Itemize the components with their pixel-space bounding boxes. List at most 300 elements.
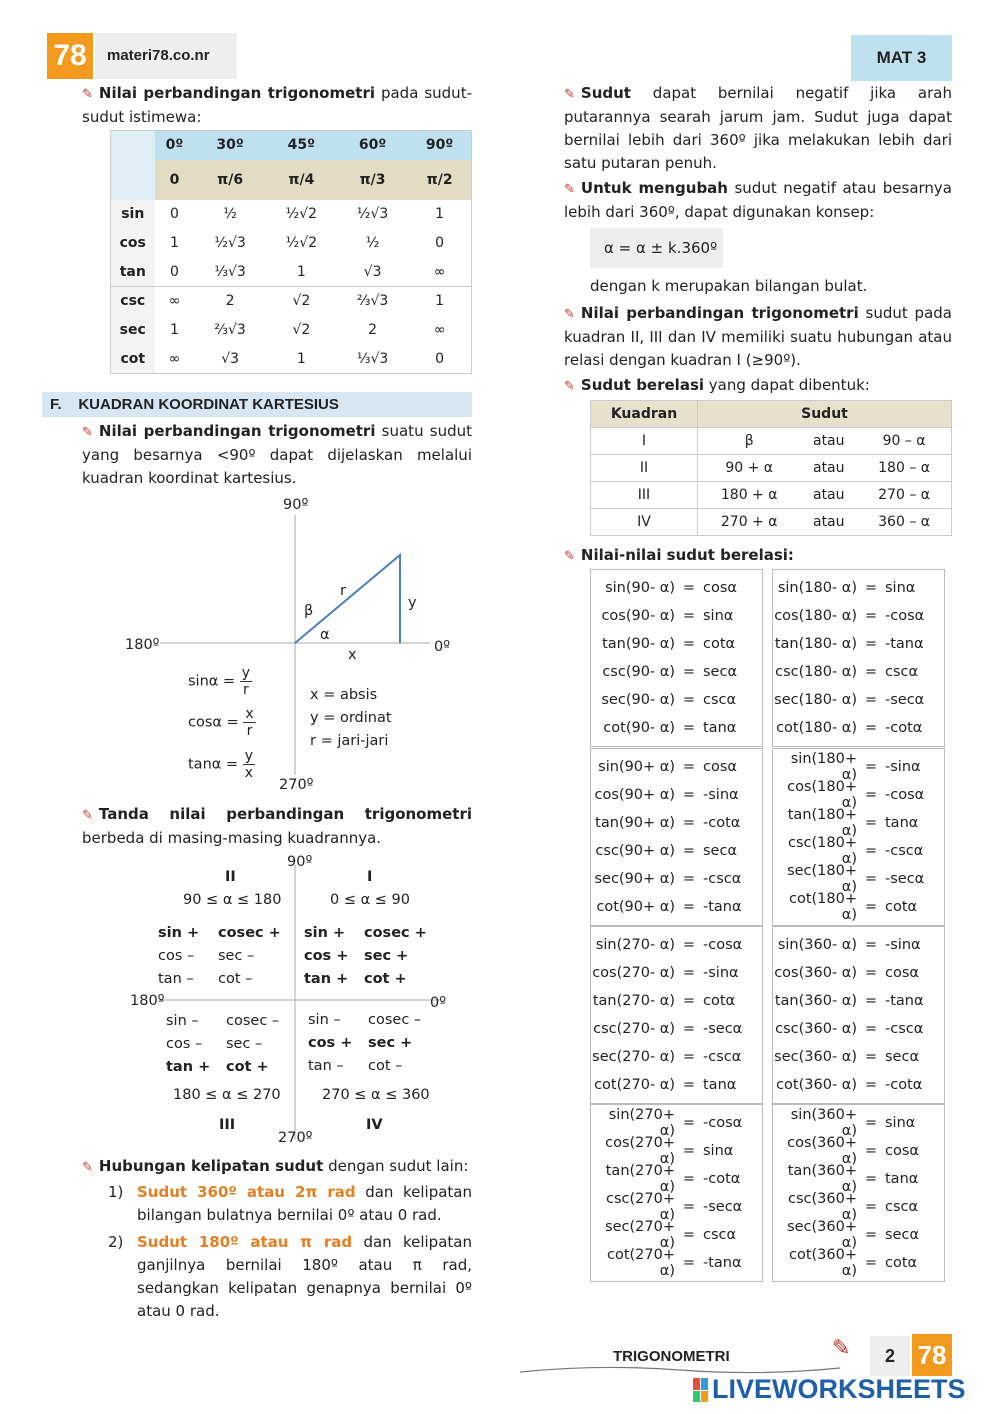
row-header: csc (111, 287, 155, 316)
axis-label-0: 0º (434, 639, 451, 655)
relation-lhs: cos(270+ α) (605, 1135, 675, 1167)
legend-absis: x = absis (310, 687, 378, 703)
table-cell: 360 – α (857, 509, 951, 536)
relation-lhs: sin(180- α) (777, 580, 857, 596)
pencil-bullet-icon: ✎ (82, 87, 93, 102)
relation-row (591, 1249, 762, 1277)
equals-sign: = (864, 1227, 878, 1243)
equals-sign: = (682, 1049, 696, 1065)
table-cell: atau (800, 482, 857, 509)
sign-item: tan – (308, 1058, 344, 1074)
sign-item: sin + (304, 925, 346, 941)
liveworksheets-icon (693, 1378, 707, 1402)
relation-rhs: -cosα (885, 787, 925, 803)
table-cell: 1 (170, 235, 179, 251)
table-cell: 0 (170, 263, 179, 280)
liveworksheets-watermark[interactable]: LIVEWORKSHEETS (712, 1374, 966, 1404)
relation-rhs: cosα (885, 965, 919, 981)
relation-box (772, 748, 945, 926)
relation-lhs: csc(180- α) (775, 664, 857, 680)
relation-row (591, 1193, 762, 1221)
relation-box (590, 926, 763, 1104)
sign-item: cot – (218, 971, 253, 987)
equals-sign: = (864, 1171, 878, 1187)
relation-rhs: cotα (703, 636, 736, 652)
relation-rhs: -secα (885, 692, 925, 708)
equals-sign: = (682, 580, 696, 596)
table-cell: 0 (435, 350, 445, 367)
relation-lhs: tan(90+ α) (595, 815, 675, 831)
equals-sign: = (864, 815, 878, 831)
relation-rhs: cotα (885, 899, 918, 915)
relation-row (773, 1071, 944, 1099)
table-cell: atau (800, 428, 857, 455)
relation-row (591, 809, 762, 837)
relation-row (591, 1137, 762, 1165)
table-cell: ∞ (168, 293, 181, 310)
sign-item: cosec + (218, 925, 281, 941)
sign-item: tan – (158, 971, 194, 987)
relation-row (773, 1137, 944, 1165)
axis-label-270: 270º (279, 777, 314, 793)
sign-item: cosec + (364, 925, 427, 941)
relation-row (773, 987, 944, 1015)
relation-box (590, 1104, 763, 1282)
pencil-bullet-icon: ✎ (564, 307, 575, 322)
sin-formula: sinα = $\frac{y}{r}$ (188, 665, 250, 698)
relation-lhs: sin(360- α) (777, 937, 857, 953)
relation-lhs: csc(270- α) (593, 1021, 675, 1037)
pencil-bullet-icon: ✎ (564, 182, 575, 197)
relation-row (773, 1165, 944, 1193)
relation-lhs: csc(90+ α) (595, 843, 675, 859)
site-name[interactable]: materi78.co.nr (95, 33, 237, 79)
equals-sign: = (864, 871, 878, 887)
relation-lhs: sec(270- α) (592, 1049, 675, 1065)
relation-row (591, 781, 762, 809)
relation-row (591, 658, 762, 686)
relation-box (590, 748, 763, 926)
equals-sign: = (682, 1199, 696, 1215)
negative-angle-note: ✎ Sudut dapat bernilai negatif jika arah putarannya searah jarum jam. Sudut juga dapat bernilai lebih dari 360º jika melakukan lebih dari satu putaran penuh. (564, 84, 952, 172)
table-cell: 2 (225, 293, 235, 310)
table-cell: ½√2 (285, 235, 318, 251)
relation-lhs: csc(360- α) (775, 1021, 857, 1037)
table-row (111, 316, 472, 345)
table-cell: √3 (221, 350, 240, 367)
row-header: sec (111, 316, 155, 345)
quadrant-name: II (225, 869, 236, 885)
special-angles-table: 0º 30º 45º 60º 90º 0 π/6 π/4 π/3 π/2 sin 0 ½ ½√2 ½√3 1 cos 1 ½√3 ½√2 ½ 0 tan 0 ⅓√3 1 √3 ∞ csc ∞ 2 √2 ⅔√3 1 sec 1 ⅔√3 √2 2 ∞ cot ∞ √3 1 ⅓√3 0 (110, 130, 472, 374)
table-row (591, 482, 952, 509)
sign-item: sin – (166, 1013, 199, 1029)
relation-row (773, 931, 944, 959)
cos-formula: cosα = $\frac{x}{r}$ (188, 706, 254, 739)
pencil-bullet-icon: ✎ (82, 808, 93, 823)
relation-lhs: cot(270+ α) (606, 1247, 675, 1279)
sign-item: sec – (226, 1036, 263, 1052)
relation-row (591, 574, 762, 602)
quadrant-range: 180 ≤ α ≤ 270 (173, 1087, 281, 1103)
table-cell: ⅔√3 (356, 293, 389, 310)
relation-row (773, 1015, 944, 1043)
table-cell: ⅓√3 (214, 263, 246, 280)
equals-sign: = (864, 937, 878, 953)
equals-sign: = (682, 937, 696, 953)
relation-row (591, 865, 762, 893)
convert-note: ✎ Untuk mengubah sudut negatif atau besarnya lebih dari 360º, dapat digunakan konsep: (564, 179, 952, 221)
pencil-bullet-icon: ✎ (82, 1160, 93, 1175)
relation-lhs: cot(90+ α) (596, 899, 675, 915)
table-cell: √2 (292, 293, 311, 310)
relation-rhs: -tanα (703, 899, 742, 915)
equals-sign: = (864, 787, 878, 803)
relation-row (773, 865, 944, 893)
equals-sign: = (682, 1171, 696, 1187)
related-values-heading: ✎ Nilai-nilai sudut berelasi: (564, 546, 794, 564)
relation-row (773, 893, 944, 921)
relation-lhs: csc(180+ α) (788, 835, 857, 867)
relation-row (591, 1165, 762, 1193)
sign-item: cos – (158, 948, 195, 964)
table-cell: √2 (292, 322, 311, 338)
relation-rhs: cscα (703, 692, 737, 708)
equals-sign: = (682, 692, 696, 708)
legend-ordinat: y = ordinat (310, 710, 392, 726)
axis-label-270: 270º (278, 1130, 313, 1146)
relation-rhs: -cscα (703, 1049, 742, 1065)
label-y: y (408, 595, 417, 611)
axis-label-90: 90º (287, 854, 313, 870)
table-cell: 2 (368, 322, 378, 338)
equals-sign: = (682, 720, 696, 736)
relation-rhs: -sinα (885, 937, 921, 953)
sign-item: cos – (166, 1036, 203, 1052)
relation-rhs: cotα (885, 1255, 918, 1271)
relation-rhs: cscα (703, 1227, 737, 1243)
relation-rhs: -cotα (885, 1077, 923, 1093)
equals-sign: = (864, 899, 878, 915)
relation-lhs: sin(90+ α) (598, 759, 675, 775)
table-cell: II (591, 455, 698, 482)
list-item-1: Sudut 360º atau 2π rad dan kelipatan bilangan bulatnya bernilai 0º atau 0 rad. (137, 1183, 472, 1224)
multiple-angle-intro: ✎ Hubungan kelipatan sudut dengan sudut lain: (82, 1157, 469, 1175)
relation-rhs: -cscα (885, 1021, 924, 1037)
tan-formula: tanα = $\frac{y}{x}$ (188, 748, 253, 781)
sign-item: cosec – (226, 1013, 280, 1029)
relation-row (591, 893, 762, 921)
relation-lhs: sec(180- α) (774, 692, 857, 708)
equals-sign: = (682, 843, 696, 859)
relation-lhs: tan(180+ α) (787, 807, 857, 839)
relation-rhs: secα (885, 1049, 920, 1065)
equals-sign: = (682, 899, 696, 915)
equals-sign: = (864, 1115, 878, 1131)
relation-box (772, 569, 945, 747)
relation-lhs: sin(180+ α) (790, 751, 857, 783)
equals-sign: = (864, 580, 878, 596)
relation-rhs: cotα (703, 993, 736, 1009)
equals-sign: = (864, 1255, 878, 1271)
formula-box: α = α ± k.360º (590, 228, 723, 268)
row-header: cot (111, 345, 155, 374)
table-row (111, 200, 472, 229)
table-cell: I (591, 428, 698, 455)
relation-lhs: sin(270- α) (595, 937, 675, 953)
relation-row (591, 1015, 762, 1043)
equals-sign: = (682, 759, 696, 775)
pencil-icon: ✎ (832, 1336, 851, 1361)
relation-rhs: -cotα (885, 720, 923, 736)
table-cell: 1 (435, 206, 445, 222)
relation-rhs: -sinα (885, 759, 921, 775)
relation-lhs: csc(90- α) (602, 664, 675, 680)
relation-lhs: sin(360+ α) (790, 1107, 857, 1139)
relation-rhs: -tanα (885, 636, 924, 652)
relation-lhs: cos(180+ α) (787, 779, 857, 811)
table-cell: 180 – α (857, 455, 951, 482)
relation-row (591, 1109, 762, 1137)
equals-sign: = (682, 965, 696, 981)
table-cell: 270 + α (698, 509, 801, 536)
table-cell: ∞ (433, 322, 446, 338)
relation-rhs: -cosα (885, 608, 925, 624)
equals-sign: = (682, 1115, 696, 1131)
relation-lhs: sin(90- α) (605, 580, 675, 596)
relation-row (591, 959, 762, 987)
list-item-2: Sudut 180º atau π rad dan kelipatan ganjilnya bernilai 180º atau π rad, sedangkan kelipatan genapnya bernilai 0º atau 0 rad. (137, 1233, 472, 1320)
relation-lhs: tan(270+ α) (605, 1163, 675, 1195)
relation-row (591, 1221, 762, 1249)
section-heading: F. KUADRAN KOORDINAT KARTESIUS (42, 392, 472, 417)
sign-item: cos + (308, 1035, 353, 1051)
relation-rhs: cscα (885, 664, 919, 680)
list-num-2: 2) (108, 1233, 124, 1251)
relation-box (772, 1104, 945, 1282)
relation-lhs: sec(90+ α) (594, 871, 675, 887)
equals-sign: = (682, 1143, 696, 1159)
quadrant-name: III (219, 1117, 236, 1133)
legend-jari: r = jari-jari (310, 733, 389, 749)
sign-item: sin + (158, 925, 200, 941)
quadrant-range: 0 ≤ α ≤ 90 (330, 892, 410, 908)
relation-row (773, 1249, 944, 1277)
table-cell: ½ (223, 206, 237, 222)
pencil-bullet-icon: ✎ (564, 379, 575, 394)
relation-lhs: sec(360- α) (774, 1049, 857, 1065)
equals-sign: = (864, 1199, 878, 1215)
table-cell: III (591, 482, 698, 509)
table-row (591, 428, 952, 455)
table-cell: 0 (435, 235, 445, 251)
table-cell: 0 (170, 206, 179, 222)
table-row (591, 455, 952, 482)
pencil-bullet-icon: ✎ (564, 549, 575, 564)
equals-sign: = (864, 965, 878, 981)
equals-sign: = (682, 787, 696, 803)
equals-sign: = (864, 1077, 878, 1093)
table-cell: β (698, 428, 801, 455)
equals-sign: = (864, 1049, 878, 1065)
relation-lhs: cot(90- α) (603, 720, 675, 736)
table-cell: ½ (365, 235, 380, 251)
relation-rhs: -secα (885, 871, 925, 887)
relation-rhs: sinα (703, 608, 734, 624)
relation-row (773, 602, 944, 630)
table-cell: 180 + α (698, 482, 801, 509)
quadrant-range: 270 ≤ α ≤ 360 (322, 1087, 430, 1103)
relation-rhs: tanα (885, 1171, 919, 1187)
equals-sign: = (864, 664, 878, 680)
table-cell: ⅓√3 (356, 350, 389, 367)
equals-sign: = (682, 608, 696, 624)
relation-lhs: cos(180- α) (774, 608, 857, 624)
quadrant-name: IV (366, 1117, 383, 1133)
relation-lhs: cot(180+ α) (788, 891, 857, 923)
quadrant-name: I (367, 869, 373, 885)
relation-row (773, 809, 944, 837)
sign-item: sec – (218, 948, 255, 964)
relation-rhs: tanα (703, 720, 737, 736)
relation-lhs: tan(360+ α) (787, 1163, 857, 1195)
label-x: x (348, 647, 357, 663)
axis-label-0: 0º (430, 995, 447, 1011)
relation-rhs: cosα (885, 1143, 919, 1159)
relation-rhs: -tanα (885, 993, 924, 1009)
relation-lhs: cot(270- α) (594, 1077, 675, 1093)
relation-row (591, 753, 762, 781)
relation-row (591, 1043, 762, 1071)
row-header: cos (111, 229, 155, 258)
axis-label-180: 180º (125, 637, 160, 653)
table-cell: 1 (296, 350, 306, 367)
sign-item: sin – (308, 1012, 341, 1028)
relation-rhs: cosα (703, 580, 737, 596)
sign-item: sec + (368, 1035, 413, 1051)
equals-sign: = (864, 1021, 878, 1037)
relation-row (773, 837, 944, 865)
relation-rhs: -secα (703, 1021, 743, 1037)
right-triangle (295, 555, 400, 643)
relation-row (773, 753, 944, 781)
relation-rhs: -cotα (703, 815, 741, 831)
relation-lhs: cos(90+ α) (594, 787, 675, 803)
relation-lhs: sin(270+ α) (608, 1107, 675, 1139)
quadrant-intro: ✎ Nilai perbandingan trigonometri suatu sudut yang besarnya <90º dapat dijelaskan melalui kuadran koordinat kartesius. (82, 422, 472, 487)
equals-sign: = (864, 1143, 878, 1159)
relation-rhs: cscα (885, 1199, 919, 1215)
page-number: 2 (870, 1336, 910, 1376)
table-cell: ½√3 (356, 206, 389, 222)
table-cell: atau (800, 455, 857, 482)
relation-lhs: cos(90- α) (601, 608, 675, 624)
table-cell: 270 – α (857, 482, 951, 509)
table-cell: IV (591, 509, 698, 536)
equals-sign: = (864, 759, 878, 775)
equals-sign: = (682, 1255, 696, 1271)
relation-lhs: csc(270+ α) (606, 1191, 675, 1223)
equals-sign: = (682, 1227, 696, 1243)
table-cell: 90 + α (698, 455, 801, 482)
relation-row (773, 1193, 944, 1221)
intro-special-angles: ✎ Nilai perbandingan trigonometri pada sudut-sudut istimewa: (82, 84, 472, 126)
relation-rhs: -cotα (703, 1171, 741, 1187)
relation-lhs: sec(360+ α) (787, 1219, 857, 1251)
relation-lhs: csc(360+ α) (788, 1191, 857, 1223)
relation-rhs: -secα (703, 1199, 743, 1215)
equals-sign: = (864, 843, 878, 859)
relation-lhs: cos(360+ α) (787, 1135, 857, 1167)
equals-sign: = (682, 1077, 696, 1093)
table-cell: 1 (170, 322, 179, 338)
sign-item: tan + (304, 971, 349, 987)
equals-sign: = (864, 608, 878, 624)
relation-lhs: tan(360- α) (774, 993, 857, 1009)
relation-row (591, 630, 762, 658)
relation-lhs: cot(360- α) (776, 1077, 857, 1093)
relation-rhs: tanα (885, 815, 919, 831)
label-alpha: α (320, 627, 330, 643)
relation-row (591, 931, 762, 959)
relation-lhs: tan(270- α) (592, 993, 675, 1009)
table-cell: 1 (435, 293, 445, 310)
cartesian-diagram (120, 490, 480, 800)
equals-sign: = (864, 692, 878, 708)
table-cell: √3 (363, 263, 382, 280)
relation-row (773, 781, 944, 809)
sign-item: cos + (304, 948, 349, 964)
table-cell: ½√3 (214, 235, 246, 251)
relation-lhs: cot(360+ α) (788, 1247, 857, 1279)
related-angles-note: ✎ Sudut berelasi yang dapat dibentuk: (564, 376, 870, 394)
relation-row (591, 714, 762, 742)
table-row (111, 345, 472, 374)
relation-row (773, 1221, 944, 1249)
relation-lhs: tan(180- α) (774, 636, 857, 652)
sign-item: cosec – (368, 1012, 422, 1028)
table-cell: ∞ (433, 263, 446, 280)
equals-sign: = (864, 636, 878, 652)
pencil-bullet-icon: ✎ (82, 425, 93, 440)
table-cell: ½√2 (285, 206, 318, 222)
table-cell: 1 (296, 263, 306, 280)
relation-row (773, 1043, 944, 1071)
k-note: dengan k merupakan bilangan bulat. (590, 277, 868, 295)
relation-lhs: sec(90- α) (601, 692, 675, 708)
table-row (111, 229, 472, 258)
table-cell: ⅔√3 (214, 322, 246, 338)
relation-rhs: sinα (885, 580, 916, 596)
relation-row (591, 686, 762, 714)
relation-rhs: tanα (703, 1077, 737, 1093)
equals-sign: = (682, 1021, 696, 1037)
related-angles-table: Kuadran Sudut I β atau 90 – α II 90 + α atau 180 – α III 180 + α atau 270 – α IV 270 + α atau 360 – α (590, 400, 952, 536)
axis-label-180: 180º (130, 993, 165, 1009)
relation-row (773, 1109, 944, 1137)
footer-title: TRIGONOMETRI (613, 1348, 730, 1365)
quadrant-range: 90 ≤ α ≤ 180 (183, 892, 282, 908)
sign-item: cot – (368, 1058, 403, 1074)
relation-box (590, 569, 763, 747)
relation-rhs: -cosα (703, 1115, 743, 1131)
relation-note: ✎ Nilai perbandingan trigonometri sudut pada kuadran II, III dan IV memiliki suatu hubungan atau relasi dengan kuadran I (≥90º). (564, 304, 952, 369)
row-header: sin (111, 200, 155, 229)
relation-rhs: secα (703, 843, 738, 859)
sign-intro: ✎ Tanda nilai perbandingan trigonometri berbeda di masing-masing kuadrannya. (82, 805, 472, 847)
equals-sign: = (682, 871, 696, 887)
equals-sign: = (682, 993, 696, 1009)
equals-sign: = (682, 664, 696, 680)
